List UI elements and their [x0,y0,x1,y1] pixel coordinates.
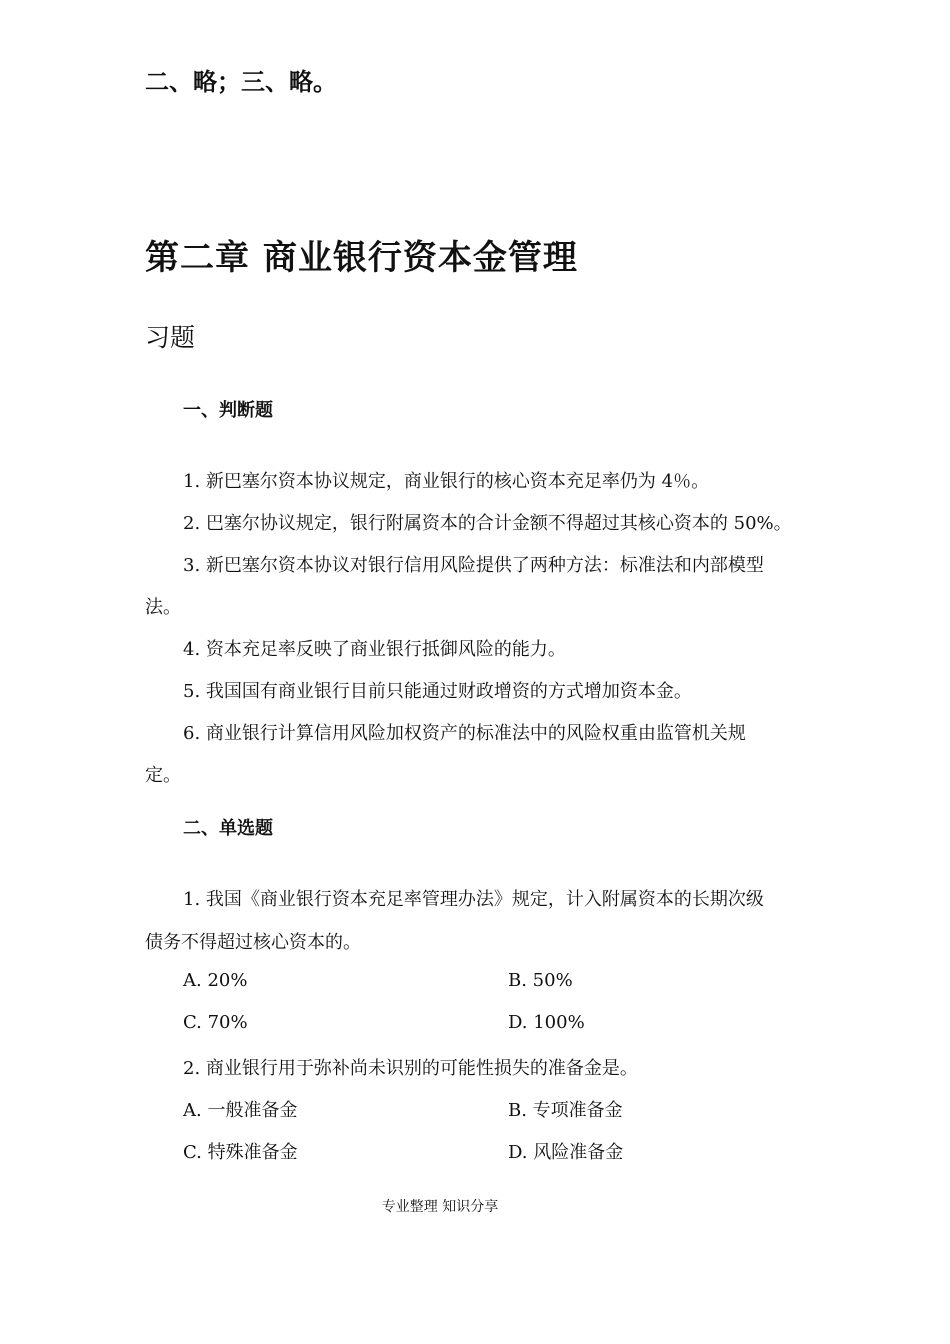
sc-question-2: 2. 商业银行用于弥补尚未识别的可能性损失的准备金是。 [183,1058,638,1079]
sc-q2-option-a: A. 一般准备金 [183,1100,298,1121]
tf-item-2: 2. 巴塞尔协议规定，银行附属资本的合计金额不得超过其核心资本的 50%。 [183,513,792,534]
sc-q1-option-c: C. 70% [183,1012,248,1033]
sc-q2-option-d: D. 风险准备金 [508,1142,624,1163]
tf-item-3: 3. 新巴塞尔资本协议对银行信用风险提供了两种方法：标准法和内部模型 [183,555,764,576]
sc-q2-option-b: B. 专项准备金 [508,1100,623,1121]
top-note: 二、略；三、略。 [145,68,337,96]
sc-q2-option-c: C. 特殊准备金 [183,1142,298,1163]
sc-q1-option-d: D. 100% [508,1012,585,1033]
exercises-heading: 习题 [145,323,196,352]
section-heading-single-choice: 二、单选题 [183,818,273,839]
sc-question-1: 1. 我国《商业银行资本充足率管理办法》规定，计入附属资本的长期次级 [183,889,764,910]
tf-item-6-continuation: 定。 [145,765,181,786]
tf-item-3-continuation: 法。 [145,597,181,618]
tf-item-1: 1. 新巴塞尔资本协议规定，商业银行的核心资本充足率仍为 4％。 [183,471,710,492]
chapter-title: 第二章 商业银行资本金管理 [145,238,578,278]
page-footer: 专业整理 知识分享 [381,1199,499,1215]
tf-item-4: 4. 资本充足率反映了商业银行抵御风险的能力。 [183,639,566,660]
sc-q1-option-b: B. 50% [508,970,573,991]
section-heading-true-false: 一、判断题 [183,400,273,421]
tf-item-6: 6. 商业银行计算信用风险加权资产的标准法中的风险权重由监管机关规 [183,723,746,744]
sc-q1-option-a: A. 20% [183,970,248,991]
tf-item-5: 5. 我国国有商业银行目前只能通过财政增资的方式增加资本金。 [183,681,692,702]
sc-question-1-continuation: 债务不得超过核心资本的。 [145,932,361,953]
